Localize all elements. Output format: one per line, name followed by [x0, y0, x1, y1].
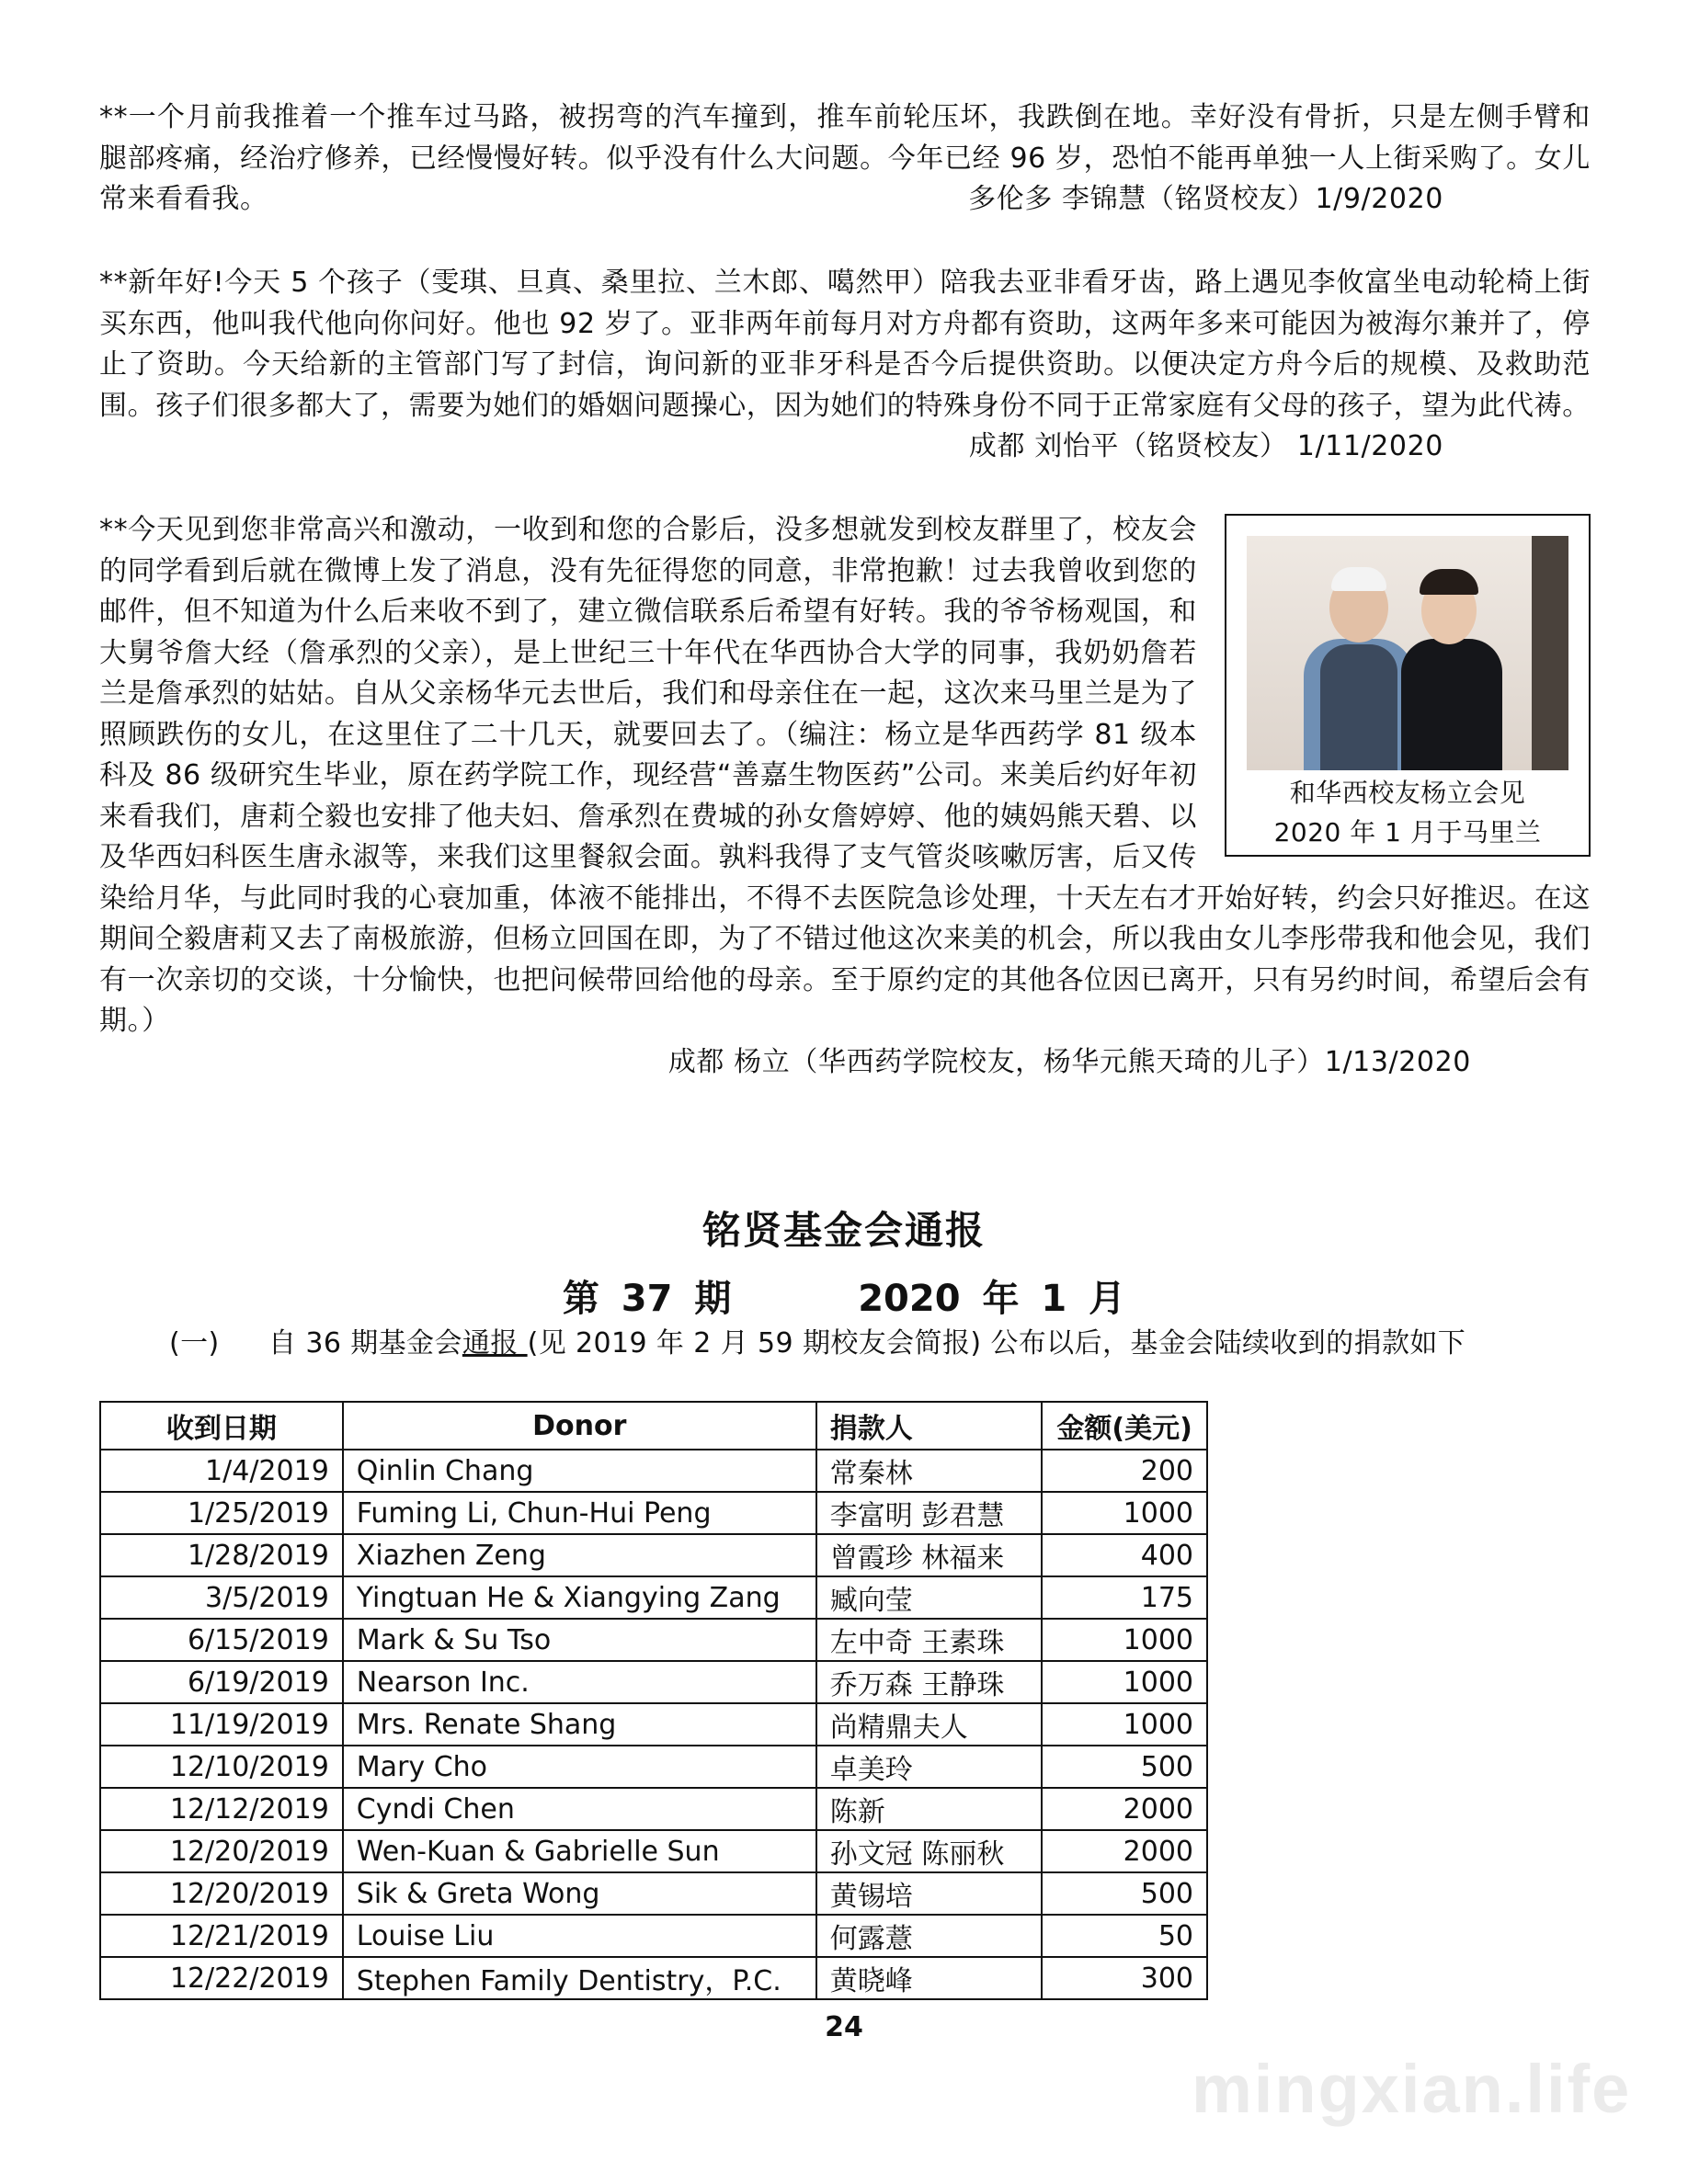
table-row [100, 1830, 1207, 1872]
table-row [100, 1534, 1207, 1576]
header-donor-cn: 捐款人 [816, 1402, 1042, 1450]
report-date: 2020 年 1 月 [858, 1278, 1126, 1320]
cell-date: 12/20/2019 [100, 1830, 343, 1872]
letter-1 [99, 97, 1591, 221]
table-row [100, 1576, 1207, 1619]
table-row [100, 1619, 1207, 1661]
cell-date: 11/19/2019 [100, 1703, 343, 1746]
cell-amount: 1000 [1042, 1661, 1207, 1703]
table-row [100, 1450, 1207, 1492]
table-row [100, 1872, 1207, 1915]
group-photo [1247, 536, 1568, 770]
cell-donor: Cyndi Chen [343, 1788, 816, 1830]
cell-donor: Sik & Greta Wong [343, 1872, 816, 1915]
caption-line-2: 2020 年 1 月于马里兰 [1273, 817, 1542, 847]
cell-amount: 175 [1042, 1576, 1207, 1619]
cell-donor-cn: 尚精鼎夫人 [816, 1703, 1042, 1746]
cell-donor-cn: 黄锡培 [816, 1872, 1042, 1915]
cell-date: 6/19/2019 [100, 1661, 343, 1703]
letter-signature: 成都 刘怡平（铭贤校友） 1/11/2020 [968, 430, 1443, 462]
photo-caption [1226, 773, 1589, 852]
cell-donor: Fuming Li, Chun-Hui Peng [343, 1492, 816, 1534]
cell-amount: 200 [1042, 1450, 1207, 1492]
cell-donor: Stephen Family Dentistry，P.C. [343, 1957, 816, 1999]
cell-donor-cn: 李富明 彭君慧 [816, 1492, 1042, 1534]
cell-donor: Mark & Su Tso [343, 1619, 816, 1661]
letter-text: **一个月前我推着一个推车过马路，被拐弯的汽车撞到，推车前轮压坏，我跌倒在地。幸好没有骨折，只是左侧手臂和腿部疼痛，经治疗修养，已经慢慢好转。似乎没有什么大问题。今年已经 96 岁，恐怕不能再单独一人上街采购了。女儿常来看看我。 [99, 101, 1591, 215]
donations-table [99, 1401, 1208, 2000]
cell-amount: 400 [1042, 1534, 1207, 1576]
header-amount: 金额(美元) [1042, 1402, 1207, 1450]
report-subtitle [0, 1269, 1688, 1322]
cell-amount: 500 [1042, 1746, 1207, 1788]
cell-donor: Mary Cho [343, 1746, 816, 1788]
header-donor: Donor [343, 1402, 816, 1450]
cell-donor-cn: 孙文冠 陈丽秋 [816, 1830, 1042, 1872]
cell-donor-cn: 乔万森 王静珠 [816, 1661, 1042, 1703]
cell-date: 1/4/2019 [100, 1450, 343, 1492]
cell-donor-cn: 陈新 [816, 1788, 1042, 1830]
letter-2 [99, 263, 1591, 468]
table-row [100, 1661, 1207, 1703]
table-row [100, 1746, 1207, 1788]
cell-donor-cn: 曾霞珍 林福来 [816, 1534, 1042, 1576]
cell-donor: Xiazhen Zeng [343, 1534, 816, 1576]
intro-text-after: (见 2019 年 2 月 59 期校友会简报) 公布以后，基金会陆续收到的捐款如下 [527, 1327, 1466, 1359]
report-intro [169, 1325, 1603, 1362]
table-row [100, 1492, 1207, 1534]
letter-signature: 多伦多 李锦慧（铭贤校友）1/9/2020 [968, 183, 1443, 215]
cell-donor-cn: 卓美玲 [816, 1746, 1042, 1788]
cell-amount: 2000 [1042, 1788, 1207, 1830]
cell-amount: 1000 [1042, 1619, 1207, 1661]
cell-date: 1/25/2019 [100, 1492, 343, 1534]
intro-text-underlined: 通报 [462, 1327, 528, 1359]
letter-signature: 成都 杨立（华西药学院校友，杨华元熊天琦的儿子）1/13/2020 [667, 1045, 1471, 1078]
report-issue: 第 37 期 [562, 1278, 732, 1320]
table-row [100, 1957, 1207, 1999]
cell-donor: Louise Liu [343, 1915, 816, 1957]
table-row [100, 1915, 1207, 1957]
cell-donor-cn: 左中奇 王素珠 [816, 1619, 1042, 1661]
cell-donor: Mrs. Renate Shang [343, 1703, 816, 1746]
cell-donor: Wen-Kuan & Gabrielle Sun [343, 1830, 816, 1872]
letter-text: **今天见到您非常高兴和激动，一收到和您的合影后，没多想就发到校友群里了，校友会的同学看到后就在微博上发了消息，没有先征得您的同意，非常抱歉！过去我曾收到您的邮件，但不知道为什么后来收不到了，建立微信联系后希望有好转。我的爷爷杨观国，和大舅爷詹大经（詹承烈的父亲），是上世纪三十年代在华西协合大学的同事，我奶奶詹若兰是詹承烈的姑姑。自从父亲杨华元去世后，我们和母亲住在一起，这次来马里兰是为了照顾跌伤的女儿，在这里住了二十几天，就要回去了。（编注：杨立是华西药学 81 级本科及 86 级研究生毕业，原在药学院工作，现经营“善嘉生物医药”公司。来美后约好年初来看我们，唐莉仝毅也安排了他夫妇、詹承烈在费城的孙女詹婷婷、他的姨妈熊天碧、以及华西妇科医生唐永淑等，来我们这里餐叙会面。孰料我得了支气管炎咳嗽厉害，后又传染给月华，与此同时我的心衰加重，体液不能排出，不得不去医院急诊处理，十天左右才开始好转，约会只好推迟。在这期间仝毅唐莉又去了南极旅游，但杨立回国在即，为了不错过他这次来美的机会，所以我由女儿李彤带我和他会见，我们有一次亲切的交谈，十分愉快，也把问候带回给他的母亲。至于原约定的其他各位因已离开，只有另约时间，希望后会有期。） [99, 514, 1591, 1037]
cell-date: 12/10/2019 [100, 1746, 343, 1788]
cell-amount: 2000 [1042, 1830, 1207, 1872]
photo-box [1225, 514, 1591, 857]
cell-donor-cn: 臧向莹 [816, 1576, 1042, 1619]
cell-donor-cn: 黄晓峰 [816, 1957, 1042, 1999]
cell-amount: 1000 [1042, 1703, 1207, 1746]
cell-donor-cn: 何露薏 [816, 1915, 1042, 1957]
cell-date: 12/21/2019 [100, 1915, 343, 1957]
cell-date: 1/28/2019 [100, 1534, 343, 1576]
cell-date: 12/20/2019 [100, 1872, 343, 1915]
table-row [100, 1703, 1207, 1746]
page-number: 24 [825, 2011, 863, 2043]
caption-line-1: 和华西校友杨立会见 [1289, 778, 1526, 808]
cell-amount: 500 [1042, 1872, 1207, 1915]
intro-text-before: 自 36 期基金会 [268, 1327, 462, 1359]
cell-date: 12/22/2019 [100, 1957, 343, 1999]
cell-donor: Yingtuan He & Xiangying Zang [343, 1576, 816, 1619]
cell-date: 3/5/2019 [100, 1576, 343, 1619]
cell-amount: 50 [1042, 1915, 1207, 1957]
cell-amount: 300 [1042, 1957, 1207, 1999]
letter-3 [99, 510, 1591, 1083]
table-row [100, 1788, 1207, 1830]
cell-donor: Qinlin Chang [343, 1450, 816, 1492]
table-header-row [100, 1402, 1207, 1450]
letter-text: **新年好!今天 5 个孩子（雯琪、旦真、桑里拉、兰木郎、噶然甲）陪我去亚非看牙齿，路上遇见李攸富坐电动轮椅上街买东西，他叫我代他向你问好。他也 92 岁了。亚非两年前每月对方舟都有资助，这两年多来可能因为被海尔兼并了，停止了资助。今天给新的主管部门写了封信，询问新的亚非牙科是否今后提供资助。以便决定方舟今后的规模、及救助范围。孩子们很多都大了，需要为她们的婚姻问题操心，因为她们的特殊身份不同于正常家庭有父母的孩子，望为此代祷。 [99, 267, 1591, 422]
cell-donor: Nearson Inc. [343, 1661, 816, 1703]
cell-amount: 1000 [1042, 1492, 1207, 1534]
cell-date: 6/15/2019 [100, 1619, 343, 1661]
cell-donor-cn: 常秦林 [816, 1450, 1042, 1492]
site-watermark: mingxian.life [1192, 2051, 1632, 2127]
header-date: 收到日期 [100, 1402, 343, 1450]
intro-number: (一) [169, 1327, 220, 1359]
report-title: 铭贤基金会通报 [701, 1208, 986, 1253]
cell-date: 12/12/2019 [100, 1788, 343, 1830]
